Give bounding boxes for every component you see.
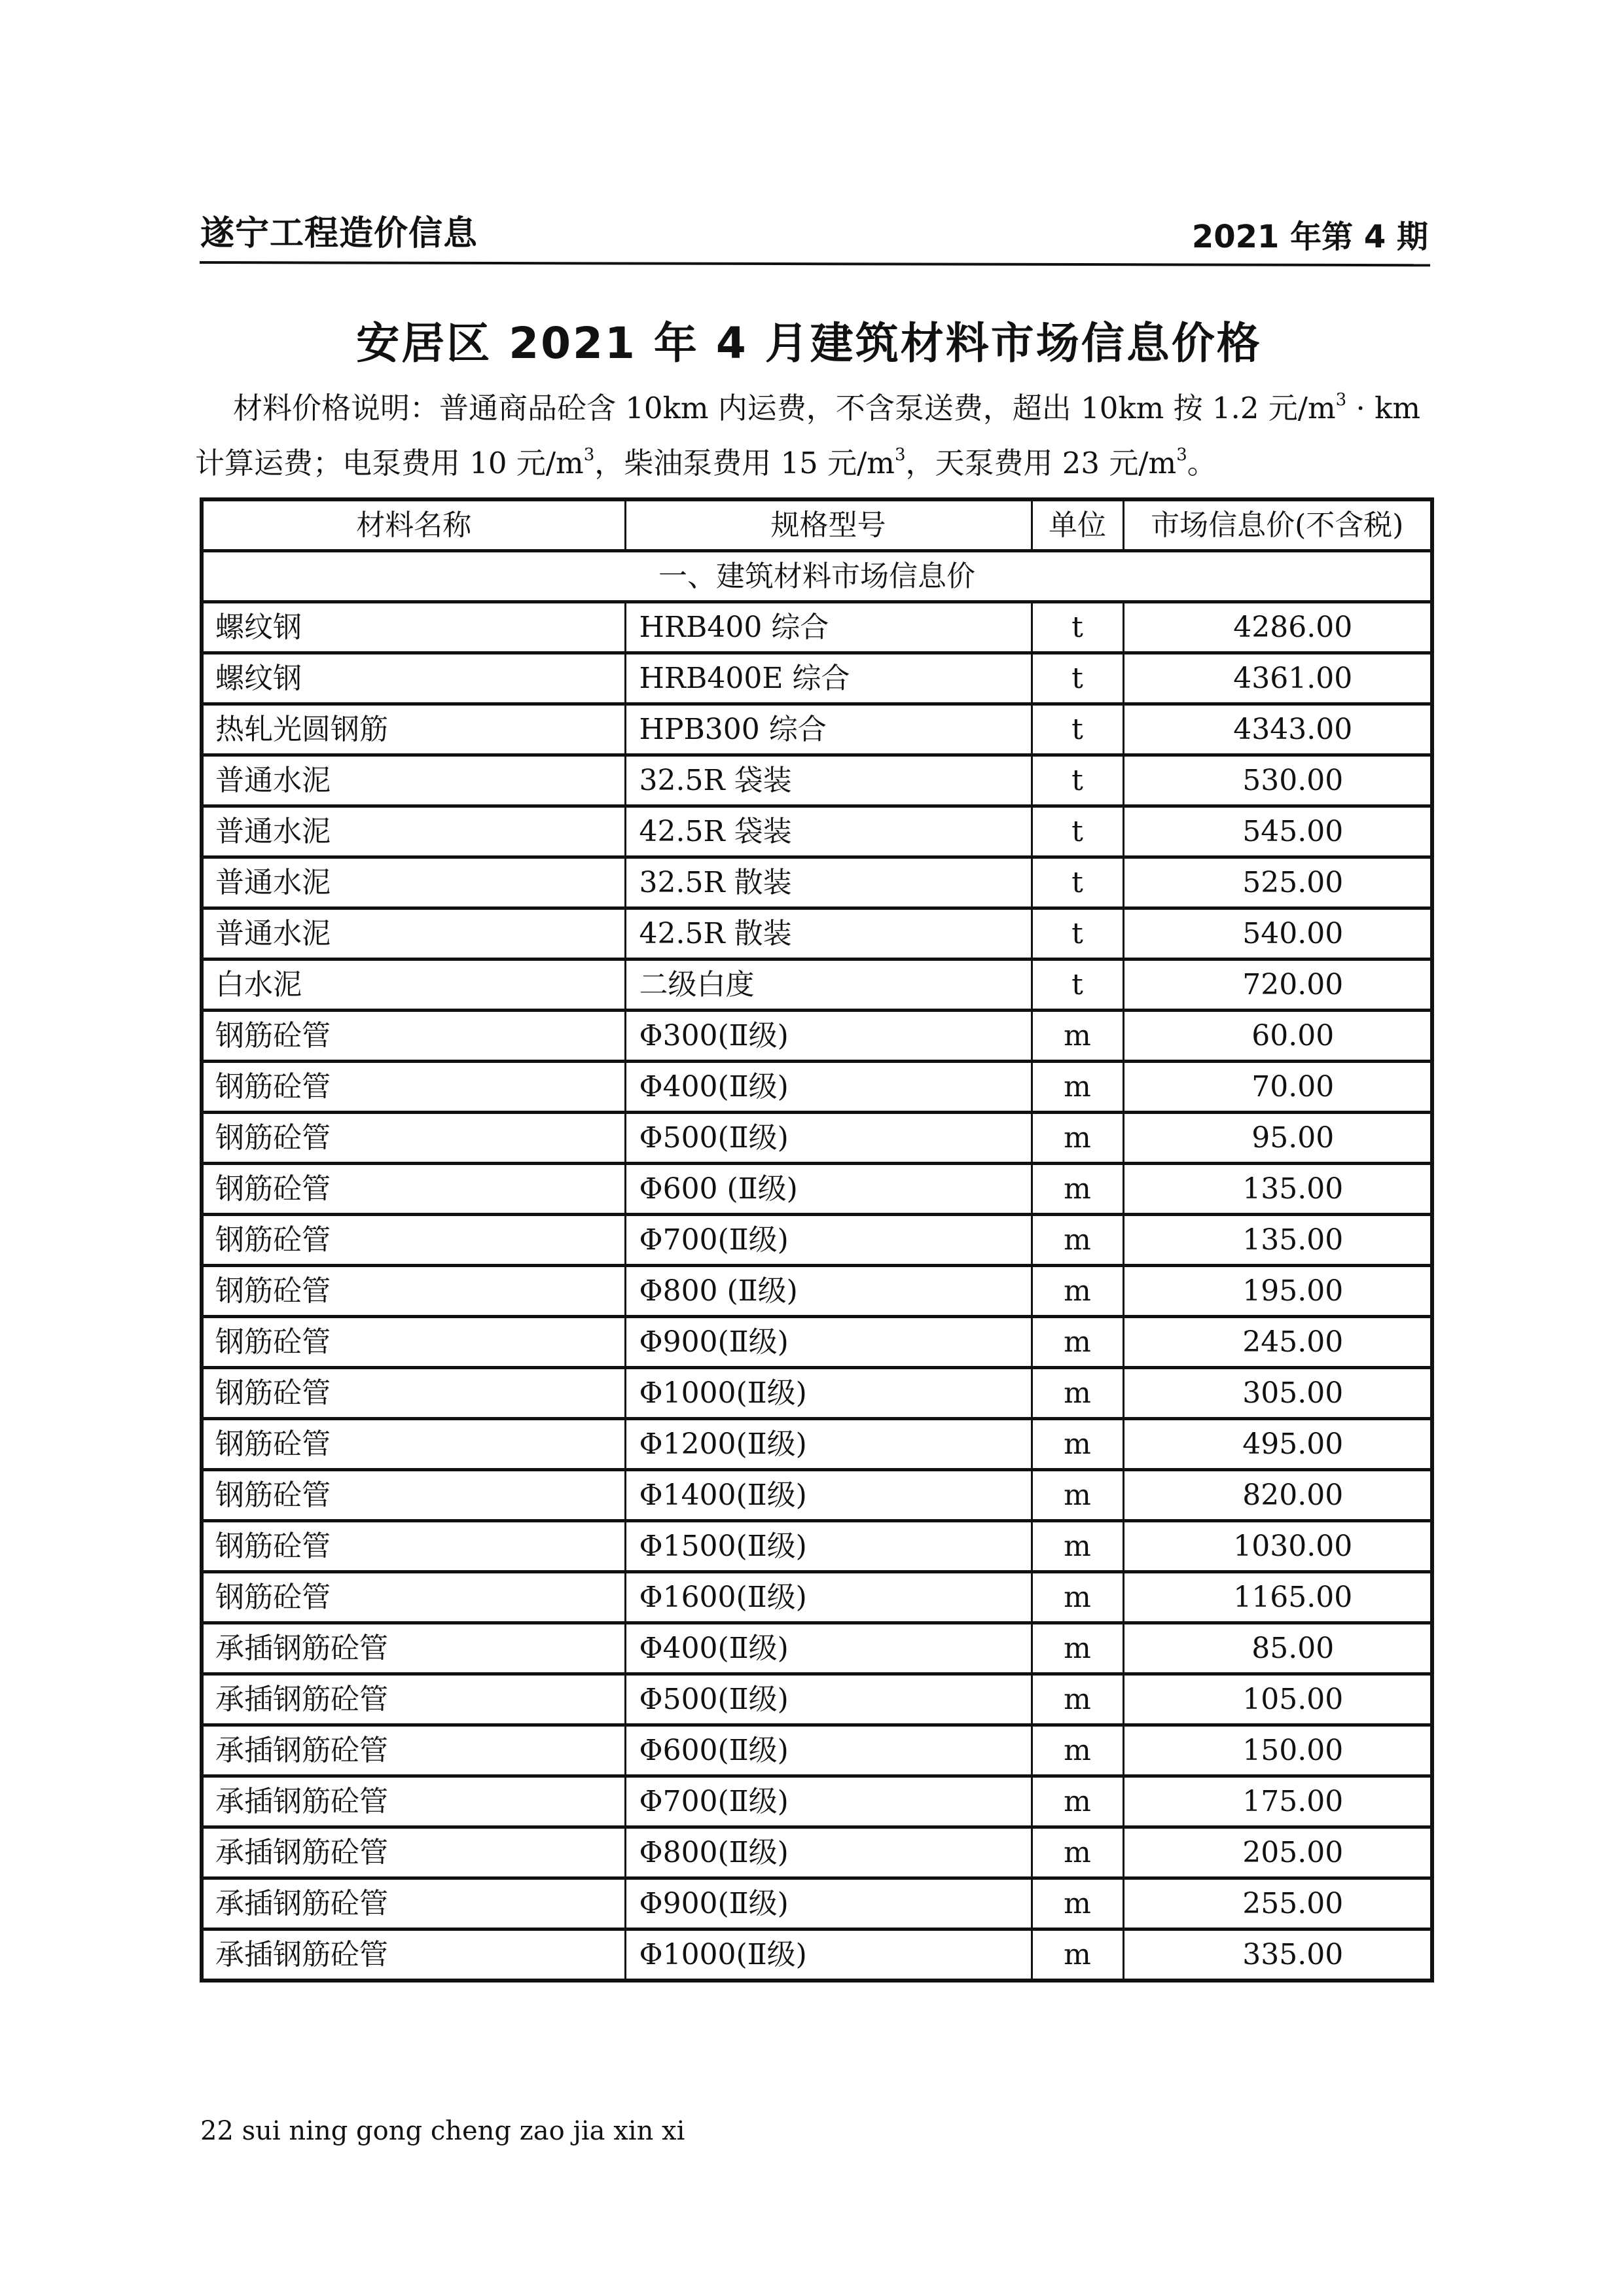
spec-cell: Φ800(Ⅱ级) (625, 1827, 1032, 1878)
table-row (202, 1011, 1432, 1062)
note-superscript: 3 (1335, 390, 1347, 410)
material-name-cell: 钢筋砼管 (202, 1062, 625, 1113)
price-cell: 305.00 (1123, 1368, 1432, 1419)
price-cell: 495.00 (1123, 1419, 1432, 1470)
table-row (202, 602, 1432, 653)
price-cell: 245.00 (1123, 1317, 1432, 1368)
spec-cell: 32.5R 袋装 (625, 755, 1032, 806)
section-title: 一、建筑材料市场信息价 (202, 551, 1432, 602)
unit-cell: m (1032, 1878, 1123, 1929)
note-text: 。 (1187, 446, 1217, 480)
table-row (202, 1521, 1432, 1572)
material-name-cell: 承插钢筋砼管 (202, 1929, 625, 1981)
note-text: ，天泵费用 23 元/m (905, 446, 1177, 480)
table-header-row (202, 499, 1432, 551)
header-rule (200, 261, 1430, 266)
note-superscript: 3 (894, 445, 906, 465)
material-name-cell: 钢筋砼管 (202, 1266, 625, 1317)
material-name-cell: 螺纹钢 (202, 653, 625, 704)
price-cell: 175.00 (1123, 1776, 1432, 1827)
material-name-cell: 钢筋砼管 (202, 1572, 625, 1623)
table-row (202, 1827, 1432, 1878)
table-row (202, 704, 1432, 755)
material-name-cell: 螺纹钢 (202, 602, 625, 653)
page-footer: 22 sui ning gong cheng zao jia xin xi (200, 2116, 685, 2146)
spec-cell: Φ400(Ⅱ级) (625, 1062, 1032, 1113)
publication-name: 遂宁工程造价信息 (200, 214, 478, 253)
material-name-cell: 承插钢筋砼管 (202, 1776, 625, 1827)
price-cell: 545.00 (1123, 806, 1432, 857)
table-row (202, 1215, 1432, 1266)
unit-cell: t (1032, 755, 1123, 806)
table-row (202, 1623, 1432, 1674)
unit-cell: t (1032, 806, 1123, 857)
material-name-cell: 钢筋砼管 (202, 1113, 625, 1164)
column-header-name: 材料名称 (202, 499, 625, 551)
note-superscript: 3 (583, 445, 595, 465)
unit-cell: m (1032, 1215, 1123, 1266)
table-row (202, 1113, 1432, 1164)
material-name-cell: 承插钢筋砼管 (202, 1623, 625, 1674)
price-cell: 95.00 (1123, 1113, 1432, 1164)
spec-cell: 二级白度 (625, 960, 1032, 1011)
material-name-cell: 钢筋砼管 (202, 1470, 625, 1521)
price-cell: 150.00 (1123, 1725, 1432, 1776)
spec-cell: Φ1500(Ⅱ级) (625, 1521, 1032, 1572)
table-row (202, 1317, 1432, 1368)
price-cell: 720.00 (1123, 960, 1432, 1011)
spec-cell: HRB400 综合 (625, 602, 1032, 653)
spec-cell: Φ1200(Ⅱ级) (625, 1419, 1032, 1470)
price-note-line-2 (195, 442, 1432, 484)
price-cell: 195.00 (1123, 1266, 1432, 1317)
price-cell: 255.00 (1123, 1878, 1432, 1929)
table-row (202, 653, 1432, 704)
unit-cell: m (1032, 1062, 1123, 1113)
table-row (202, 1164, 1432, 1215)
price-cell: 530.00 (1123, 755, 1432, 806)
spec-cell: 42.5R 散装 (625, 908, 1032, 960)
material-name-cell: 承插钢筋砼管 (202, 1674, 625, 1725)
price-cell: 820.00 (1123, 1470, 1432, 1521)
material-name-cell: 普通水泥 (202, 755, 625, 806)
unit-cell: m (1032, 1113, 1123, 1164)
spec-cell: Φ1600(Ⅱ级) (625, 1572, 1032, 1623)
table-row (202, 806, 1432, 857)
price-cell: 105.00 (1123, 1674, 1432, 1725)
spec-cell: Φ300(Ⅱ级) (625, 1011, 1032, 1062)
spec-cell: HRB400E 综合 (625, 653, 1032, 704)
table-row (202, 1470, 1432, 1521)
price-note-line-1 (195, 387, 1432, 429)
unit-cell: m (1032, 1725, 1123, 1776)
unit-cell: m (1032, 1011, 1123, 1062)
table-row (202, 1674, 1432, 1725)
unit-cell: m (1032, 1776, 1123, 1827)
spec-cell: Φ1000(Ⅱ级) (625, 1929, 1032, 1981)
column-header-spec: 规格型号 (625, 499, 1032, 551)
unit-cell: t (1032, 960, 1123, 1011)
price-cell: 1030.00 (1123, 1521, 1432, 1572)
price-cell: 525.00 (1123, 857, 1432, 908)
spec-cell: Φ700(Ⅱ级) (625, 1215, 1032, 1266)
section-row (202, 551, 1432, 602)
column-header-unit: 单位 (1032, 499, 1123, 551)
table-row (202, 755, 1432, 806)
spec-cell: Φ500(Ⅱ级) (625, 1113, 1032, 1164)
spec-cell: Φ1000(Ⅱ级) (625, 1368, 1032, 1419)
table-row (202, 1419, 1432, 1470)
column-header-price: 市场信息价(不含税) (1123, 499, 1432, 551)
note-text: 材料价格说明：普通商品砼含 10km 内运费，不含泵送费，超出 10km 按 1.2 元/m (233, 391, 1336, 425)
unit-cell: m (1032, 1521, 1123, 1572)
table-row (202, 960, 1432, 1011)
unit-cell: m (1032, 1317, 1123, 1368)
spec-cell: Φ600(Ⅱ级) (625, 1725, 1032, 1776)
material-name-cell: 普通水泥 (202, 806, 625, 857)
table-row (202, 1266, 1432, 1317)
price-cell: 70.00 (1123, 1062, 1432, 1113)
spec-cell: Φ400(Ⅱ级) (625, 1623, 1032, 1674)
material-name-cell: 热轧光圆钢筋 (202, 704, 625, 755)
note-text: · km (1346, 391, 1421, 425)
price-cell: 205.00 (1123, 1827, 1432, 1878)
unit-cell: t (1032, 857, 1123, 908)
material-name-cell: 钢筋砼管 (202, 1368, 625, 1419)
material-name-cell: 承插钢筋砼管 (202, 1725, 625, 1776)
spec-cell: Φ600 (Ⅱ级) (625, 1164, 1032, 1215)
price-cell: 4343.00 (1123, 704, 1432, 755)
table-row (202, 1062, 1432, 1113)
price-cell: 1165.00 (1123, 1572, 1432, 1623)
unit-cell: m (1032, 1827, 1123, 1878)
issue-number: 2021 年第 4 期 (1191, 219, 1428, 255)
spec-cell: 32.5R 散装 (625, 857, 1032, 908)
material-name-cell: 钢筋砼管 (202, 1011, 625, 1062)
spec-cell: Φ500(Ⅱ级) (625, 1674, 1032, 1725)
material-name-cell: 普通水泥 (202, 908, 625, 960)
price-table (200, 497, 1434, 1982)
unit-cell: m (1032, 1368, 1123, 1419)
material-name-cell: 白水泥 (202, 960, 625, 1011)
table-row (202, 1368, 1432, 1419)
spec-cell: Φ900(Ⅱ级) (625, 1317, 1032, 1368)
material-name-cell: 普通水泥 (202, 857, 625, 908)
unit-cell: m (1032, 1674, 1123, 1725)
table-row (202, 908, 1432, 960)
material-name-cell: 承插钢筋砼管 (202, 1827, 625, 1878)
spec-cell: Φ900(Ⅱ级) (625, 1878, 1032, 1929)
price-cell: 4361.00 (1123, 653, 1432, 704)
price-cell: 335.00 (1123, 1929, 1432, 1981)
unit-cell: m (1032, 1470, 1123, 1521)
spec-cell: HPB300 综合 (625, 704, 1032, 755)
table-row (202, 1725, 1432, 1776)
note-superscript: 3 (1176, 445, 1187, 465)
spec-cell: Φ1400(Ⅱ级) (625, 1470, 1032, 1521)
note-text: ，柴油泵费用 15 元/m (594, 446, 895, 480)
table-row (202, 1776, 1432, 1827)
price-cell: 135.00 (1123, 1215, 1432, 1266)
unit-cell: m (1032, 1266, 1123, 1317)
unit-cell: m (1032, 1419, 1123, 1470)
price-cell: 4286.00 (1123, 602, 1432, 653)
unit-cell: m (1032, 1929, 1123, 1981)
material-name-cell: 钢筋砼管 (202, 1164, 625, 1215)
unit-cell: m (1032, 1164, 1123, 1215)
material-name-cell: 钢筋砼管 (202, 1317, 625, 1368)
material-name-cell: 钢筋砼管 (202, 1521, 625, 1572)
material-name-cell: 承插钢筋砼管 (202, 1878, 625, 1929)
table-row (202, 857, 1432, 908)
unit-cell: m (1032, 1572, 1123, 1623)
table-row (202, 1878, 1432, 1929)
spec-cell: Φ800 (Ⅱ级) (625, 1266, 1032, 1317)
table-row (202, 1929, 1432, 1981)
price-cell: 135.00 (1123, 1164, 1432, 1215)
unit-cell: m (1032, 1623, 1123, 1674)
note-text: 计算运费；电泵费用 10 元/m (195, 446, 584, 480)
material-name-cell: 钢筋砼管 (202, 1215, 625, 1266)
unit-cell: t (1032, 602, 1123, 653)
price-cell: 85.00 (1123, 1623, 1432, 1674)
unit-cell: t (1032, 704, 1123, 755)
page-title: 安居区 2021 年 4 月建筑材料市场信息价格 (356, 318, 1262, 368)
spec-cell: Φ700(Ⅱ级) (625, 1776, 1032, 1827)
material-name-cell: 钢筋砼管 (202, 1419, 625, 1470)
unit-cell: t (1032, 653, 1123, 704)
spec-cell: 42.5R 袋装 (625, 806, 1032, 857)
unit-cell: t (1032, 908, 1123, 960)
table-row (202, 1572, 1432, 1623)
price-cell: 540.00 (1123, 908, 1432, 960)
price-cell: 60.00 (1123, 1011, 1432, 1062)
